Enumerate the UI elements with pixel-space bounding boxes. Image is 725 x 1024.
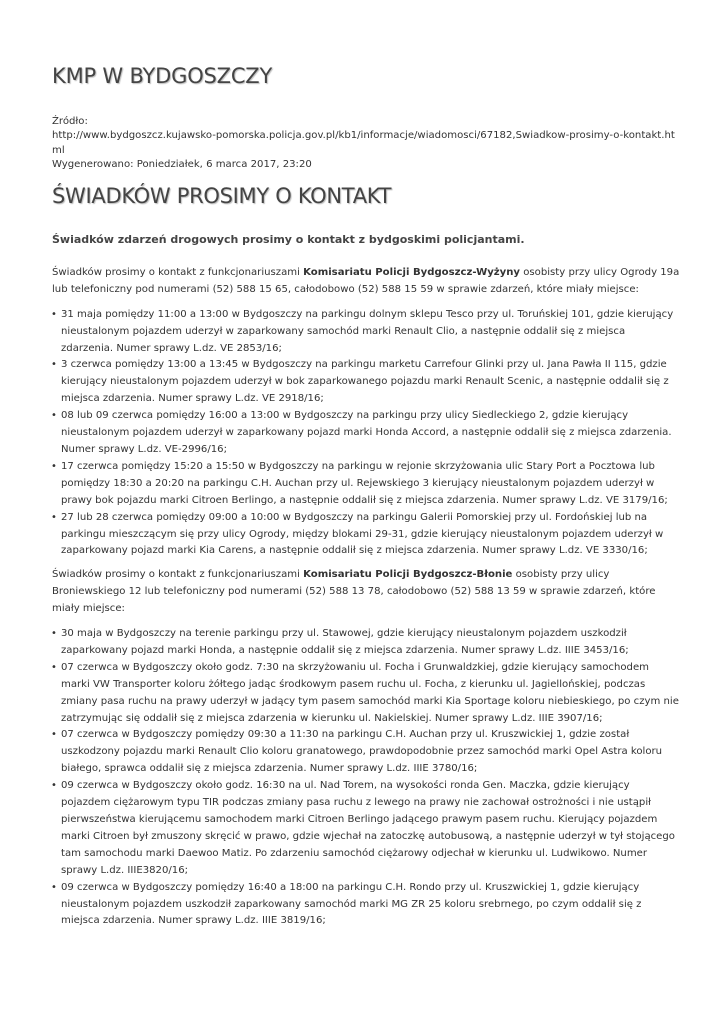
list-item (52, 626, 680, 660)
section-1-intro (52, 265, 680, 299)
event-text: 30 maja w Bydgoszczy na terenie parkingu przy ul. Stawowej, gdzie kierujący nieustalonym pojazdem uszkodził zaparkowany pojazd marki Honda, a następnie oddalił się z miejsca zdarzenia. Numer sprawy L.dz. IIIE 3453/16; (61, 628, 629, 656)
list-item (52, 357, 680, 408)
list-item (52, 778, 680, 879)
generated-timestamp: Wygenerowano: Poniedziałek, 6 marca 2017, 23:20 (52, 159, 312, 171)
section-2-unit-name: Komisariatu Policji Bydgoszcz-Błonie (303, 569, 513, 581)
list-item (52, 660, 680, 728)
list-item (52, 880, 680, 931)
section-2-intro-contact: osobisty przy ulicy Broniewskiego 12 lub telefoniczny pod numerami (52) 588 13 78, całodobowo (52) 588 13 59 w sprawie zdarzeń, które miały miejsce: (52, 569, 656, 615)
event-text: 17 czerwca pomiędzy 15:20 a 15:50 w Bydgoszczy na parkingu w rejonie skrzyżowania ulic Stary Port a Pocztowa lub pomiędzy 18:30 a 20:20 na parkingu C.H. Auchan przy ul. Rejewskiego 3 kierujący nieustalonym pojazdem uderzył w prawy bok pojazdu marki Citroen Berlingo, a następnie oddalił się z miejsca zdarzenia. Numer sprawy L.dz. VE 3179/16; (61, 460, 668, 506)
bullet-icon: • (51, 881, 57, 893)
source-label: Źródło: (52, 116, 88, 127)
list-item (52, 408, 680, 459)
section-1-intro-contact: osobisty przy ulicy Ogrody 19a lub telefoniczny pod numerami (52) 588 15 65, całodobowo (52) 588 15 59 w sprawie zdarzeń, które miały miejsce: (52, 266, 680, 295)
event-text: 08 lub 09 czerwca pomiędzy 16:00 a 13:00 w Bydgoszczy na parkingu przy ulicy Siedleckiego 2, gdzie kierujący nieustalonym pojazdem uderzył w zaparkowany pojazd marki Honda Accord, a następnie oddalił się z miejsca zdarzenia. Numer sprawy L.dz. VE-2996/16; (61, 410, 672, 455)
bullet-icon: • (51, 661, 57, 673)
source-url: http://www.bydgoszcz.kujawsko-pomorska.policja.gov.pl/kb1/informacje/wiadomosci/67182,Swiadkow-prosimy-o-kontakt.html (52, 130, 675, 156)
article-lead: Świadków zdarzeń drogowych prosimy o kontakt z bydgoskimi policjantami. (52, 233, 525, 246)
event-text: 31 maja pomiędzy 11:00 a 13:00 w Bydgoszczy na parkingu dolnym sklepu Tesco przy ul. Toruńskiej 101, gdzie kierujący nieustalonym pojazdem uderzył w zaparkowany samochód marki Renault Clio, a następnie oddalił się z miejsca zdarzenia. Numer sprawy L.dz. VE 2853/16; (61, 308, 674, 354)
bullet-icon: • (51, 511, 57, 523)
section-2-intro (52, 567, 680, 618)
article-body (52, 232, 680, 937)
bullet-icon: • (51, 359, 57, 371)
event-text: 09 czerwca w Bydgoszczy pomiędzy 16:40 a 18:00 na parkingu C.H. Rondo przy ul. Kruszwickiej 1, gdzie kierujący nieustalonym pojazdem uszkodził zaparkowany samochód marki MG ZR 25 koloru srebrnego, po czym oddalił się z miejsca zdarzenia. Numer sprawy L.dz. IIIE 3819/16; (61, 881, 642, 927)
section-2-event-list (52, 626, 680, 930)
section-1-intro-text: Świadków prosimy o kontakt z funkcjonariuszami (52, 266, 304, 278)
bullet-icon: • (51, 410, 57, 422)
bullet-icon: • (51, 780, 57, 792)
bullet-icon: • (51, 460, 57, 472)
article-title: ŚWIADKÓW PROSIMY O KONTAKT (52, 184, 392, 208)
event-text: 27 lub 28 czerwca pomiędzy 09:00 a 10:00 w Bydgoszczy na parkingu Galerii Pomorskiej przy ul. Fordońskiej lub na parkingu mieszczącym się przy ulicy Ogrody, między blokami 29-31, gdzie kierujący nieustalonym pojazdem uderzył w zaparkowany pojazd marki Kia Carens, a następnie oddalił się z miejsca zdarzenia. Numer sprawy L.dz. VE 3330/16; (61, 511, 664, 557)
site-title: KMP W BYDGOSZCZY (52, 64, 273, 88)
event-text: 3 czerwca pomiędzy 13:00 a 13:45 w Bydgoszczy na parkingu marketu Carrefour Glinki przy ul. Jana Pawła II 115, gdzie kierujący nieustalonym pojazdem uderzył w bok zaparkowanego pojazdu marki Renault Scenic, a następnie oddalił się z miejsca zdarzenia. Numer sprawy L.dz. VE 2918/16; (61, 359, 669, 405)
bullet-icon: • (51, 308, 57, 320)
list-item (52, 459, 680, 510)
list-item (52, 510, 680, 561)
event-text: 09 czerwca w Bydgoszczy około godz. 16:30 na ul. Nad Torem, na wysokości ronda Gen. Maczka, gdzie kierujący pojazdem ciężarowym typu TIR podczas zmiany pasa ruchu z lewego na prawy nie zachował ostrożności i nie ustąpił pierwszeństwa kierującemu samochodem marki Citroen Berlingo jadącego prawym pasem ruchu. Kierujący pojazdem marki Citroen był zmuszony skręcić w prawo, gdzie wjechał na zatoczkę autobusową, a następnie uderzył w tył stojącego tam samochodu marki Daewoo Matiz. Po zdarzeniu samochód ciężarowy odjechał w kierunku ul. Ludwikowo. Numer sprawy L.dz. IIIE3820/16; (61, 780, 675, 876)
section-1-unit-name: Komisariatu Policji Bydgoszcz-Wyżyny (303, 266, 521, 278)
event-text: 07 czerwca w Bydgoszczy pomiędzy 09:30 a 11:30 na parkingu C.H. Auchan przy ul. Kruszwickiej 1, gdzie został uszkodzony pojazdu marki Renault Clio koloru granatowego, prawdopodobnie przez samochód marki Opel Astra koloru białego, sprawca oddalił się z miejsca zdarzenia. Numer sprawy L.dz. IIIE 3780/16; (61, 729, 663, 775)
event-text: 07 czerwca w Bydgoszczy około godz. 7:30 na skrzyżowaniu ul. Focha i Grunwaldzkiej, gdzie kierujący samochodem marki VW Transporter koloru żółtego jadąc środkowym pasem ruchu ul. Focha, z kierunku ul. Jagiellońskiej, podczas zmiany pasa ruchu na prawy uderzył w jadący tym pasem samochód marki Kia Sportage koloru niebieskiego, po czym nie zatrzymując się oddalił się z miejsca zdarzenia w kierunku ul. Nakielskiej. Numer sprawy L.dz. IIIE 3907/16; (61, 661, 679, 724)
section-2-intro-text: Świadków prosimy o kontakt z funkcjonariuszami (52, 569, 304, 581)
source-meta (52, 115, 678, 173)
bullet-icon: • (51, 729, 57, 741)
section-1-event-list (52, 307, 680, 561)
list-item (52, 727, 680, 778)
bullet-icon: • (51, 628, 57, 640)
list-item (52, 307, 680, 358)
